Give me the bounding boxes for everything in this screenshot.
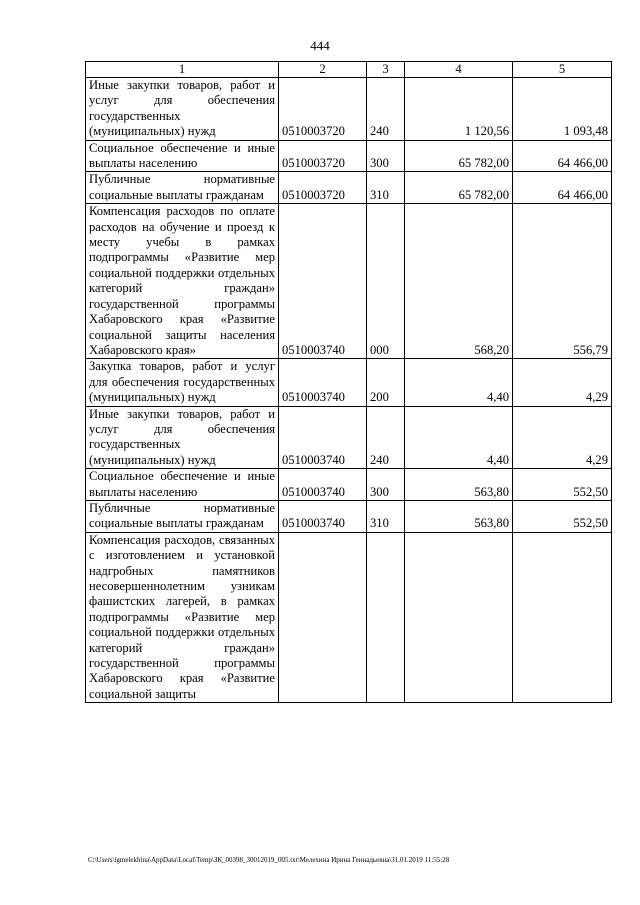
row-sum-2: 64 466,00	[513, 140, 612, 172]
column-header: 5	[513, 62, 612, 78]
row-kvr: 240	[367, 78, 405, 141]
table-row	[86, 78, 612, 141]
row-kvr: 300	[367, 140, 405, 172]
row-sum-1: 563,80	[405, 469, 513, 501]
row-code: 0510003740	[279, 359, 367, 406]
row-name: Компенсация расходов по оплате расходов на обучение и проезд к месту учебы в рамках подпрограммы «Развитие мер социальной поддержки отдельных категорий граждан» государственной программы Хабаровского края «Развитие социальной защиты населения Хабаровского края»	[86, 204, 279, 359]
row-kvr: 240	[367, 406, 405, 469]
table-row	[86, 172, 612, 204]
row-sum-2: 556,79	[513, 204, 612, 359]
row-name: Компенсация расходов, связанных с изготовлением и установкой надгробных памятников несовершеннолетним узникам фашистских лагерей, в рамках подпрограммы «Развитие мер социальной поддержки отдельных категорий граждан» государственной программы Хабаровского края «Развитие социальной защиты	[86, 532, 279, 702]
row-kvr: 310	[367, 172, 405, 204]
table-row	[86, 500, 612, 532]
row-code: 0510003720	[279, 140, 367, 172]
row-code: 0510003740	[279, 500, 367, 532]
row-kvr: 300	[367, 469, 405, 501]
row-kvr: 000	[367, 204, 405, 359]
row-sum-2: 64 466,00	[513, 172, 612, 204]
row-sum-2: 4,29	[513, 359, 612, 406]
file-path-footer: C:\Users\igmelekhina\AppData\Local\Temp\ЗК_00398_30012019_005.txt\Мелехина Ирина Геннадьевна\31.01.2019 11:55:28	[88, 856, 450, 864]
row-name: Иные закупки товаров, работ и услуг для обеспечения государственных (муниципальных) нужд	[86, 406, 279, 469]
row-sum-1: 65 782,00	[405, 140, 513, 172]
row-sum-2: 4,29	[513, 406, 612, 469]
row-code: 0510003740	[279, 469, 367, 501]
row-sum-1: 1 120,56	[405, 78, 513, 141]
row-sum-1: 65 782,00	[405, 172, 513, 204]
row-sum-1: 568,20	[405, 204, 513, 359]
row-name: Публичные нормативные социальные выплаты гражданам	[86, 500, 279, 532]
column-header: 3	[367, 62, 405, 78]
row-name: Иные закупки товаров, работ и услуг для обеспечения государственных (муниципальных) нужд	[86, 78, 279, 141]
table-row	[86, 140, 612, 172]
row-sum-2: 1 093,48	[513, 78, 612, 141]
row-sum-2: 552,50	[513, 500, 612, 532]
table-row	[86, 204, 612, 359]
table-row	[86, 469, 612, 501]
column-header: 1	[86, 62, 279, 78]
row-code: 0510003740	[279, 204, 367, 359]
row-sum-2: 552,50	[513, 469, 612, 501]
row-code: 0510003740	[279, 406, 367, 469]
table-row	[86, 532, 612, 702]
row-code	[279, 532, 367, 702]
column-header: 4	[405, 62, 513, 78]
row-code: 0510003720	[279, 172, 367, 204]
row-kvr: 310	[367, 500, 405, 532]
row-name: Социальное обеспечение и иные выплаты населению	[86, 469, 279, 501]
table-header-row	[86, 62, 612, 78]
page-number: 444	[310, 38, 330, 53]
column-header: 2	[279, 62, 367, 78]
row-kvr	[367, 532, 405, 702]
row-sum-2	[513, 532, 612, 702]
row-sum-1: 4,40	[405, 359, 513, 406]
row-sum-1: 563,80	[405, 500, 513, 532]
row-sum-1: 4,40	[405, 406, 513, 469]
row-sum-1	[405, 532, 513, 702]
row-kvr: 200	[367, 359, 405, 406]
row-name: Социальное обеспечение и иные выплаты населению	[86, 140, 279, 172]
table-row	[86, 359, 612, 406]
row-name: Закупка товаров, работ и услуг для обеспечения государственных (муниципальных) нужд	[86, 359, 279, 406]
row-code: 0510003720	[279, 78, 367, 141]
table-row	[86, 406, 612, 469]
budget-table	[85, 61, 612, 703]
row-name: Публичные нормативные социальные выплаты гражданам	[86, 172, 279, 204]
